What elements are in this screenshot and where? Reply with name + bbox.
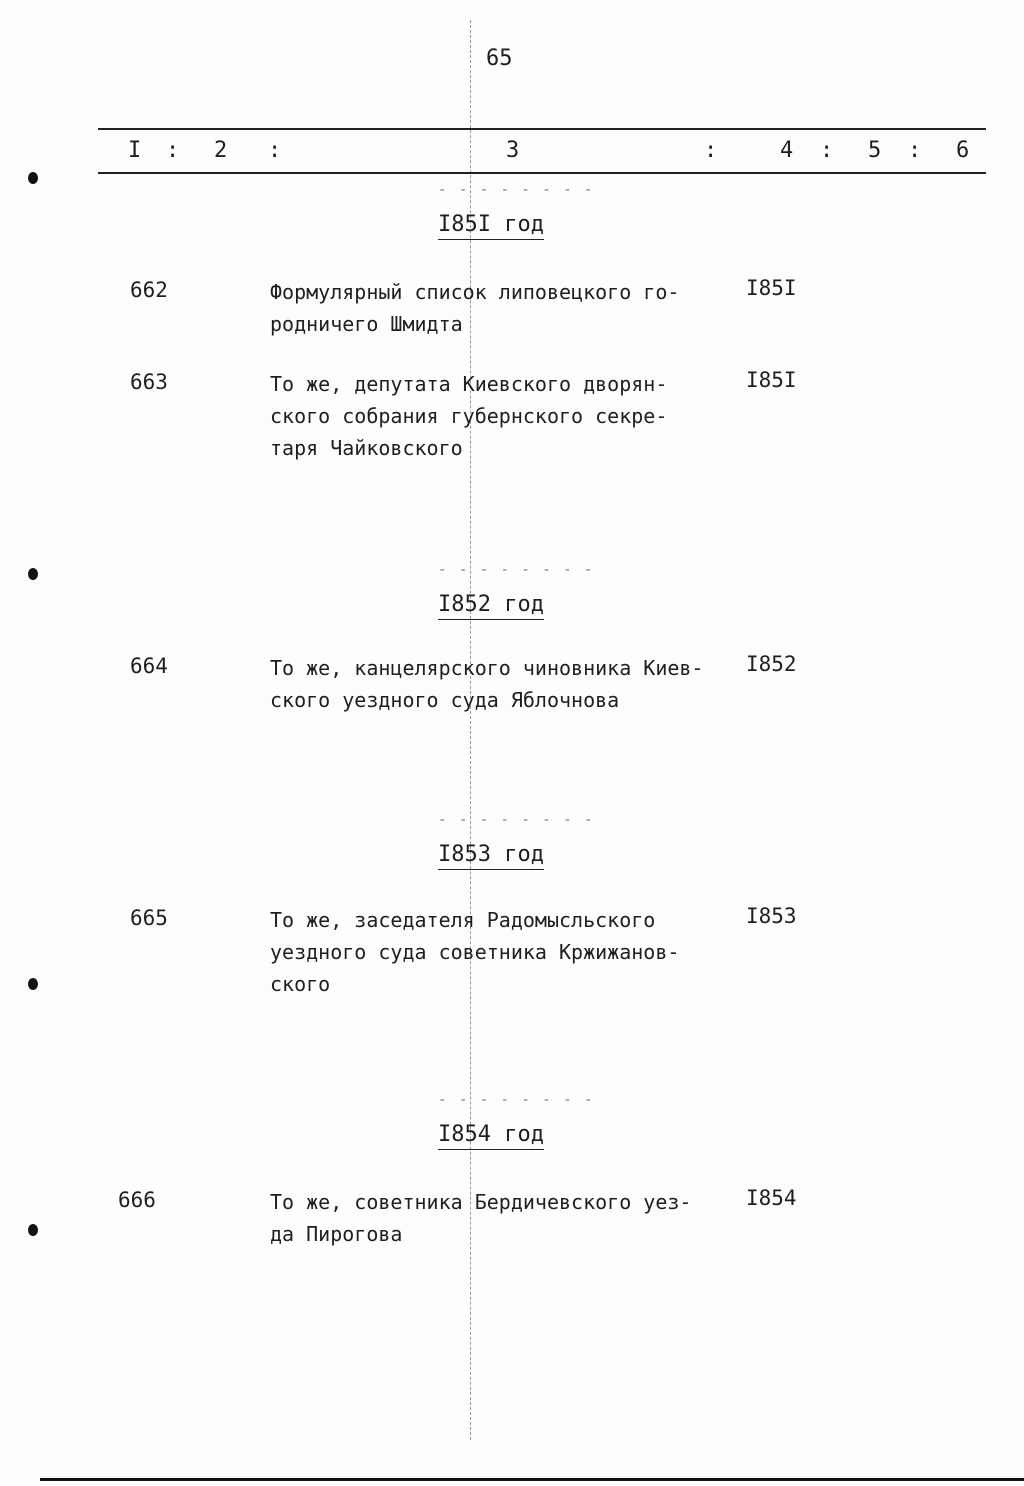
description-line: уездного суда советника Кржижанов- (270, 940, 680, 964)
description-line: ского собрания губернского секре- (270, 404, 668, 428)
entry-year-664: I852 (746, 652, 797, 676)
entry-number-662: 662 (130, 278, 168, 302)
header-col-6: 6 (956, 138, 970, 163)
entry-description-665 (270, 904, 679, 1000)
description-line: То же, заседателя Радомысльского (270, 908, 656, 932)
entry-year-666: I854 (746, 1186, 797, 1210)
page-bottom-rule (40, 1478, 1024, 1481)
entry-number-663: 663 (130, 370, 168, 394)
description-line: родничего Шмидта (270, 312, 463, 336)
entry-description-662 (270, 276, 679, 340)
header-col-5: 5 (868, 138, 882, 163)
header-col-3: 3 (506, 138, 520, 163)
year-heading-text: I853 год (438, 842, 544, 870)
entry-year-663: I85I (746, 368, 797, 392)
entry-year-662: I85I (746, 276, 797, 300)
year-heading-1854 (438, 1122, 544, 1150)
description-line: То же, канцелярского чиновника Киев- (270, 656, 704, 680)
separator: - - - - - - - - (438, 562, 595, 578)
header-col-4: 4 (780, 138, 794, 163)
header-sep: : (268, 138, 282, 163)
description-line: ского (270, 972, 331, 996)
table-header-top-rule (98, 128, 986, 130)
header-col-2: 2 (214, 138, 228, 163)
year-heading-1853 (438, 842, 544, 870)
separator: - - - - - - - - (438, 812, 595, 828)
description-line: таря Чайковского (270, 436, 463, 460)
year-heading-text: I854 год (438, 1122, 544, 1150)
year-heading-1852 (438, 592, 544, 620)
entry-description-666 (270, 1186, 691, 1250)
year-heading-1851 (438, 212, 544, 240)
separator: - - - - - - - - (438, 182, 595, 198)
table-header-bottom-rule (98, 172, 986, 174)
header-sep: : (908, 138, 922, 163)
margin-dot (28, 172, 38, 184)
header-sep: : (820, 138, 834, 163)
year-heading-text: I85I год (438, 212, 544, 240)
description-line: То же, советника Бердичевского уез- (270, 1190, 692, 1214)
margin-dot (28, 978, 38, 990)
header-sep: : (166, 138, 180, 163)
description-line: Формулярный список липовецкого го- (270, 280, 680, 304)
entry-year-665: I853 (746, 904, 797, 928)
entry-description-664 (270, 652, 703, 716)
margin-dot (28, 568, 38, 580)
page-number: 65 (486, 46, 513, 71)
entry-number-665: 665 (130, 906, 168, 930)
margin-dot (28, 1224, 38, 1236)
entry-number-664: 664 (130, 654, 168, 678)
header-sep: : (704, 138, 718, 163)
separator: - - - - - - - - (438, 1092, 595, 1108)
year-heading-text: I852 год (438, 592, 544, 620)
entry-number-666: 666 (118, 1188, 156, 1212)
header-col-1: I (128, 138, 142, 163)
description-line: ского уездного суда Яблочнова (270, 688, 620, 712)
entry-description-663 (270, 368, 667, 464)
description-line: То же, депутата Киевского дворян- (270, 372, 668, 396)
description-line: да Пирогова (270, 1222, 403, 1246)
